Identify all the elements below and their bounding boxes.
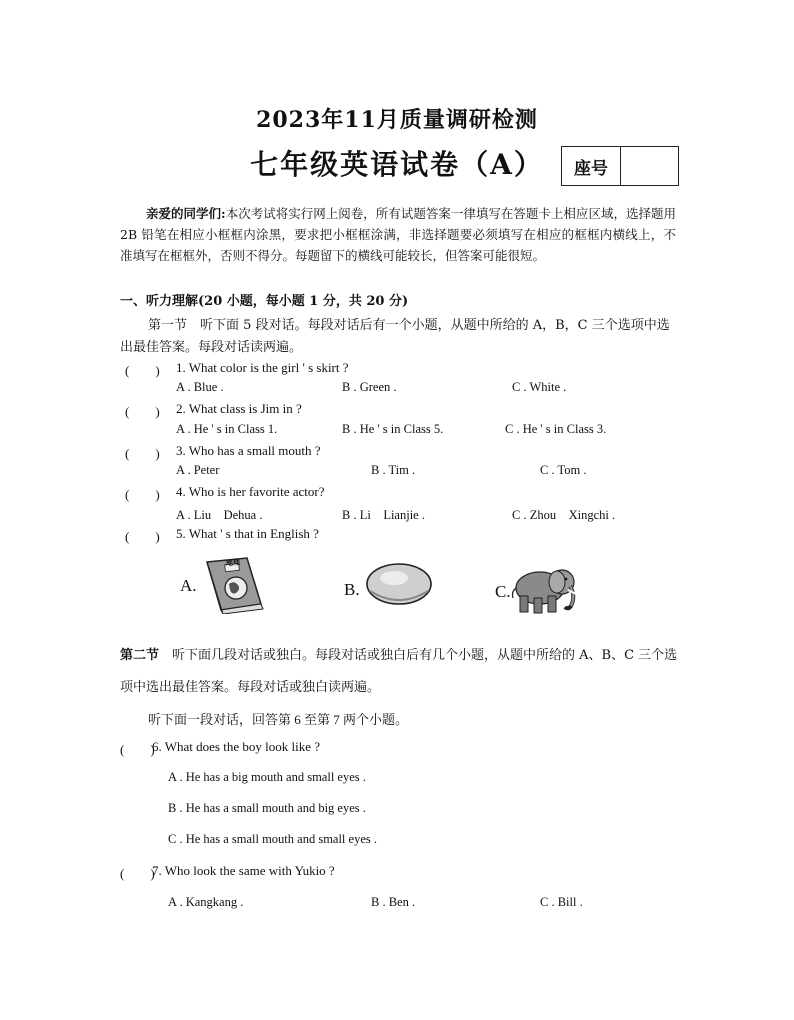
- question-1-stem: 1. What color is the girl ' s skirt ?: [176, 360, 349, 375]
- picture-b-label: B.: [344, 580, 360, 599]
- q4-option-c: C . Zhou Xingchi .: [512, 508, 616, 522]
- part2-text: 听下面几段对话或独白。每段对话或独白后有几个小题，从题中所给的 A、B、C 三个选项中选出最佳答案。每段对话或独白读两遍。: [120, 648, 678, 695]
- question-6-paren[interactable]: ( ): [120, 742, 155, 757]
- question-3-paren[interactable]: ( ): [125, 446, 160, 461]
- question-4-paren[interactable]: ( ): [125, 487, 160, 502]
- q4-option-a: A . Liu Dehua .: [176, 508, 263, 522]
- part1-text: 听下面 5 段对话。每段对话后有一个小题，从题中所给的 A，B，C 三个选项中选出最佳答案。每段对话读两遍。: [120, 318, 670, 355]
- q6-option-b: B . He has a small mouth and big eyes .: [168, 801, 366, 815]
- egg-plate-icon: [364, 561, 434, 607]
- section-heading: 一、听力理解(20 小题，每小题 1 分，共 20 分): [120, 294, 409, 309]
- picture-c-label: C.: [495, 582, 511, 601]
- elephant-icon: [510, 560, 586, 616]
- part1-instruction: [120, 315, 680, 359]
- part2-instruction: [120, 640, 680, 704]
- question-1-paren[interactable]: ( ): [125, 363, 160, 378]
- part2-label: 第二节: [120, 648, 160, 663]
- q1-option-b: B . Green .: [342, 380, 397, 394]
- seat-number-box: [561, 146, 679, 186]
- q3-option-c: C . Tom .: [540, 463, 587, 477]
- question-2-paren[interactable]: ( ): [125, 404, 160, 419]
- part2-sub-instruction: 听下面一段对话，回答第 6 至第 7 两个小题。: [148, 712, 409, 727]
- seat-number-label: 座号: [562, 147, 621, 185]
- q3-option-b: B . Tim .: [371, 463, 416, 477]
- intro-body: 本次考试将实行网上阅卷，所有试题答案一律填写在答题卡上相应区域，选择题用 2B 铅笔在相应小框框内涂黑，要求把小框框涂满，非选择题要必须填写在相应的框框内横线上，不准填写在框框外，否则不得分。每题留下的横线可能较长，但答案可能很短。: [120, 206, 676, 263]
- seat-number-field[interactable]: [621, 147, 678, 185]
- q2-option-a: A . He ' s in Class 1.: [176, 422, 278, 436]
- q6-option-c: C . He has a small mouth and small eyes .: [168, 832, 377, 846]
- q6-option-a: A . He has a big mouth and small eyes .: [168, 770, 366, 784]
- part1-label: 第一节: [148, 318, 188, 333]
- intro-paragraph: [120, 203, 676, 266]
- question-3-stem: 3. Who has a small mouth ?: [176, 443, 321, 458]
- q4-option-b: B . Li Lianjie .: [342, 508, 425, 522]
- exam-title-line1: 2023年11月质量调研检测: [256, 107, 538, 133]
- question-7-paren[interactable]: ( ): [120, 866, 155, 881]
- q2-option-b: B . He ' s in Class 5.: [342, 422, 444, 436]
- q7-option-b: B . Ben .: [371, 895, 416, 909]
- q7-option-c: C . Bill .: [540, 895, 583, 909]
- intro-lead: 亲爱的同学们:: [146, 206, 226, 221]
- q1-option-a: A . Blue .: [176, 380, 224, 394]
- q7-option-a: A . Kangkang .: [168, 895, 244, 909]
- exam-title-line2: 七年级英语试卷（A）: [250, 148, 544, 181]
- question-6-stem: 6. What does the boy look like ?: [152, 739, 321, 754]
- question-7-stem: 7. Who look the same with Yukio ?: [152, 863, 335, 878]
- question-4-stem: 4. Who is her favorite actor?: [176, 484, 325, 499]
- question-2-stem: 2. What class is Jim in ?: [176, 401, 302, 416]
- question-5-paren[interactable]: ( ): [125, 529, 160, 544]
- q2-option-c: C . He ' s in Class 3.: [505, 422, 607, 436]
- book-cover-text: 地理: [225, 557, 241, 568]
- q3-option-a: A . Peter: [176, 463, 220, 477]
- q1-option-c: C . White .: [512, 380, 567, 394]
- question-5-stem: 5. What ' s that in English ?: [176, 526, 319, 541]
- picture-a-label: A.: [180, 576, 197, 595]
